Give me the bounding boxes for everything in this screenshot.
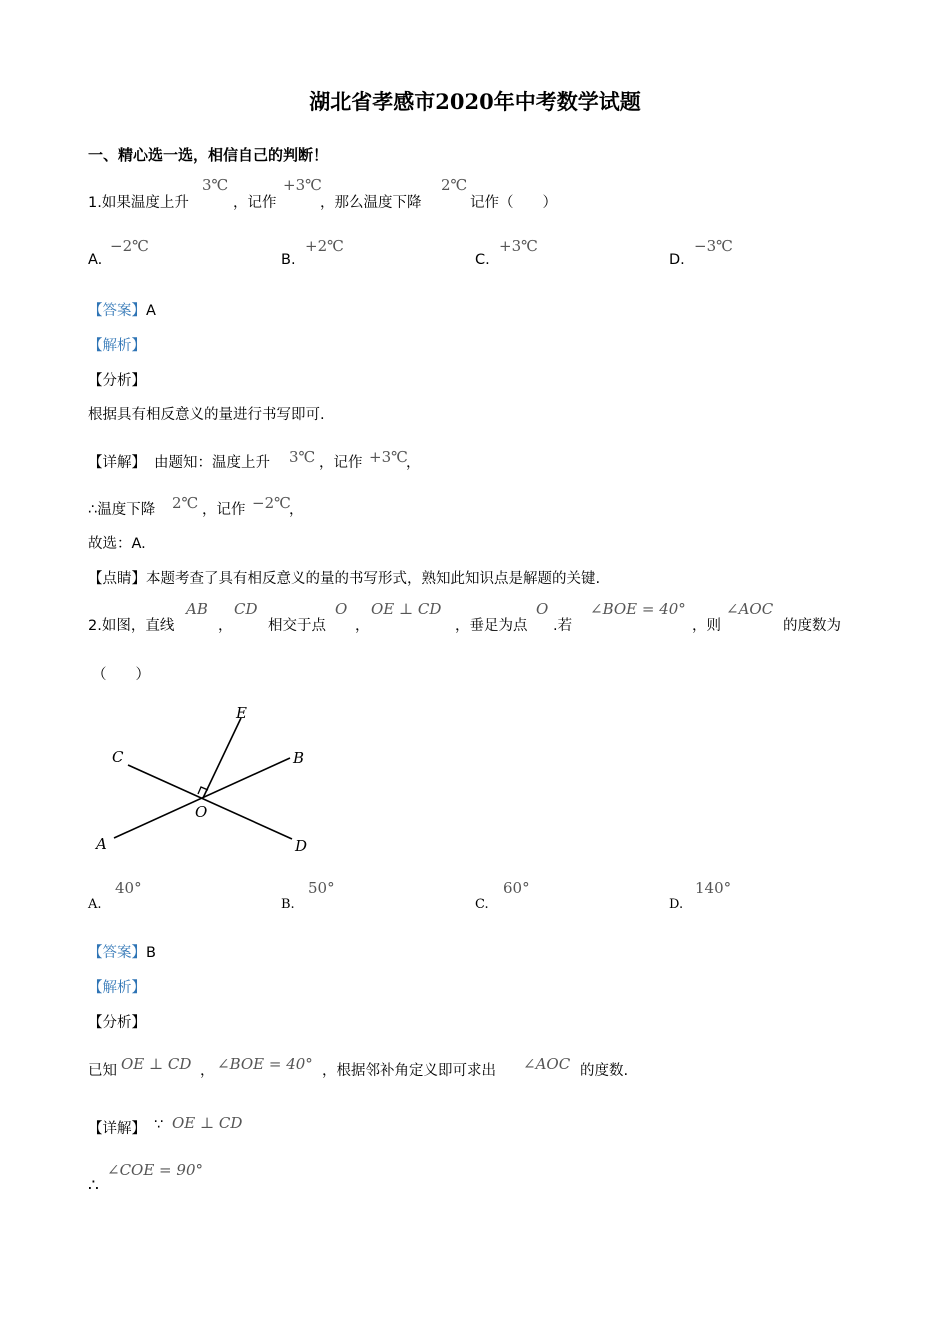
label-a: A bbox=[96, 835, 107, 853]
q1-dianjing: 【点睛】本题考查了具有相反意义的量的书写形式，熟知此知识点是解题的关键. bbox=[88, 571, 601, 587]
q2-fenxi-text-4: 的度数. bbox=[580, 1063, 629, 1079]
q2-option-d-label: D. bbox=[669, 897, 684, 912]
q1-detail-math-4: −2℃ bbox=[252, 494, 291, 512]
q1-detail-text-2: ，记作 bbox=[319, 455, 363, 471]
page-title: 湖北省孝感市2020年中考数学试题 bbox=[309, 89, 641, 114]
q2-detail-math-1: OE ⊥ CD bbox=[172, 1114, 243, 1132]
q2-option-d-value: 140° bbox=[695, 879, 732, 897]
geometry-diagram bbox=[80, 695, 340, 865]
q1-detail-text-1: 由题知：温度上升 bbox=[154, 455, 270, 471]
q1-option-a-label: A. bbox=[88, 252, 103, 268]
label-e: E bbox=[236, 704, 247, 722]
q2-text-5: ，垂足为点 bbox=[455, 618, 528, 634]
q1-conclusion: 故选：A. bbox=[88, 536, 146, 552]
q2-text-6: .若 bbox=[553, 618, 573, 634]
q2-math-6: ∠BOE = 40° bbox=[590, 600, 686, 618]
label-b: B bbox=[293, 749, 305, 767]
q1-math-2: +3℃ bbox=[283, 176, 322, 194]
therefore-symbol: ∴ bbox=[88, 1176, 99, 1196]
q2-option-b-value: 50° bbox=[308, 879, 335, 897]
q2-jiexi-tag: 【解析】 bbox=[88, 980, 146, 996]
q1-fenxi-tag: 【分析】 bbox=[88, 373, 146, 389]
q2-fenxi-math-1: OE ⊥ CD bbox=[121, 1055, 192, 1073]
q1-text-3: ，那么温度下降 bbox=[320, 195, 422, 211]
q2-text-3: 相交于点 bbox=[268, 618, 326, 634]
q1-answer-tag: 【答案】 bbox=[88, 303, 146, 319]
q2-math-5: O bbox=[536, 600, 549, 618]
section-heading: 一、精心选一选，相信自己的判断！ bbox=[88, 146, 329, 164]
q1-option-c-value: +3℃ bbox=[499, 237, 538, 255]
q2-math-1: AB bbox=[186, 600, 208, 618]
q1-text-1: 1.如果温度上升 bbox=[88, 195, 189, 211]
q1-detail-math-1: 3℃ bbox=[289, 448, 316, 466]
q1-option-d-value: −3℃ bbox=[694, 237, 733, 255]
q2-fenxi-math-3: ∠AOC bbox=[523, 1055, 571, 1073]
q2-math-7: ∠AOC bbox=[726, 600, 774, 618]
q2-text-8: 的度数为 bbox=[783, 618, 841, 634]
q2-answer-value: B bbox=[146, 945, 156, 961]
q2-text-7: ，则 bbox=[692, 618, 721, 634]
q2-fenxi-text-3: ，根据邻补角定义即可求出 bbox=[322, 1063, 496, 1079]
q1-fenxi-text: 根据具有相反意义的量进行书写即可. bbox=[88, 407, 325, 423]
q2-paren: （ ） bbox=[92, 667, 150, 683]
ray-oe bbox=[203, 718, 241, 798]
q1-detail-text-6: ， bbox=[289, 502, 304, 518]
q1-option-c-label: C. bbox=[475, 252, 490, 268]
q2-fenxi-math-2: ∠BOE = 40° bbox=[217, 1055, 313, 1073]
q1-option-b-value: +2℃ bbox=[305, 237, 344, 255]
q2-option-a-label: A. bbox=[88, 897, 102, 912]
label-o: O bbox=[195, 803, 208, 821]
q1-option-d-label: D. bbox=[669, 252, 685, 268]
q1-math-1: 3℃ bbox=[202, 176, 229, 194]
q2-option-c-value: 60° bbox=[503, 879, 530, 897]
q2-math-2: CD bbox=[234, 600, 258, 618]
q2-math-3: O bbox=[335, 600, 348, 618]
q2-fenxi-text-2: ， bbox=[200, 1063, 215, 1079]
label-d: D bbox=[295, 837, 308, 855]
q1-option-b-label: B. bbox=[281, 252, 296, 268]
q2-option-a-value: 40° bbox=[115, 879, 142, 897]
q1-text-2: ，记作 bbox=[233, 195, 277, 211]
q1-detail-text-4: ∴温度下降 bbox=[88, 502, 156, 518]
q2-detail-math-2: ∠COE = 90° bbox=[107, 1161, 203, 1179]
q2-answer bbox=[88, 941, 156, 962]
because-symbol: ∵ bbox=[154, 1117, 164, 1133]
q2-detail-tag: 【详解】 bbox=[88, 1121, 146, 1137]
q2-fenxi-tag: 【分析】 bbox=[88, 1015, 146, 1031]
q2-text-2: ， bbox=[218, 618, 233, 634]
q2-answer-tag: 【答案】 bbox=[88, 945, 146, 961]
label-c: C bbox=[112, 748, 124, 766]
q1-text-4: 记作（ ） bbox=[470, 195, 557, 211]
q1-answer-value: A bbox=[146, 303, 156, 319]
q1-answer bbox=[88, 299, 156, 320]
q1-detail-math-3: 2℃ bbox=[172, 494, 199, 512]
q1-option-a-value: −2℃ bbox=[110, 237, 149, 255]
q2-text-1: 2.如图，直线 bbox=[88, 618, 175, 634]
q1-detail-text-5: ，记作 bbox=[202, 502, 246, 518]
q2-fenxi-text-1: 已知 bbox=[88, 1063, 117, 1079]
q2-math-4: OE ⊥ CD bbox=[371, 600, 442, 618]
q1-jiexi-tag: 【解析】 bbox=[88, 338, 146, 354]
line-cd bbox=[128, 765, 292, 839]
q1-detail-tag: 【详解】 bbox=[88, 455, 146, 471]
q2-option-b-label: B. bbox=[281, 897, 295, 912]
q1-math-3: 2℃ bbox=[441, 176, 468, 194]
q2-text-4: ， bbox=[355, 618, 370, 634]
q1-detail-math-2: +3℃ bbox=[369, 448, 408, 466]
q2-option-c-label: C. bbox=[475, 897, 489, 912]
q1-detail-text-3: ， bbox=[406, 455, 421, 471]
